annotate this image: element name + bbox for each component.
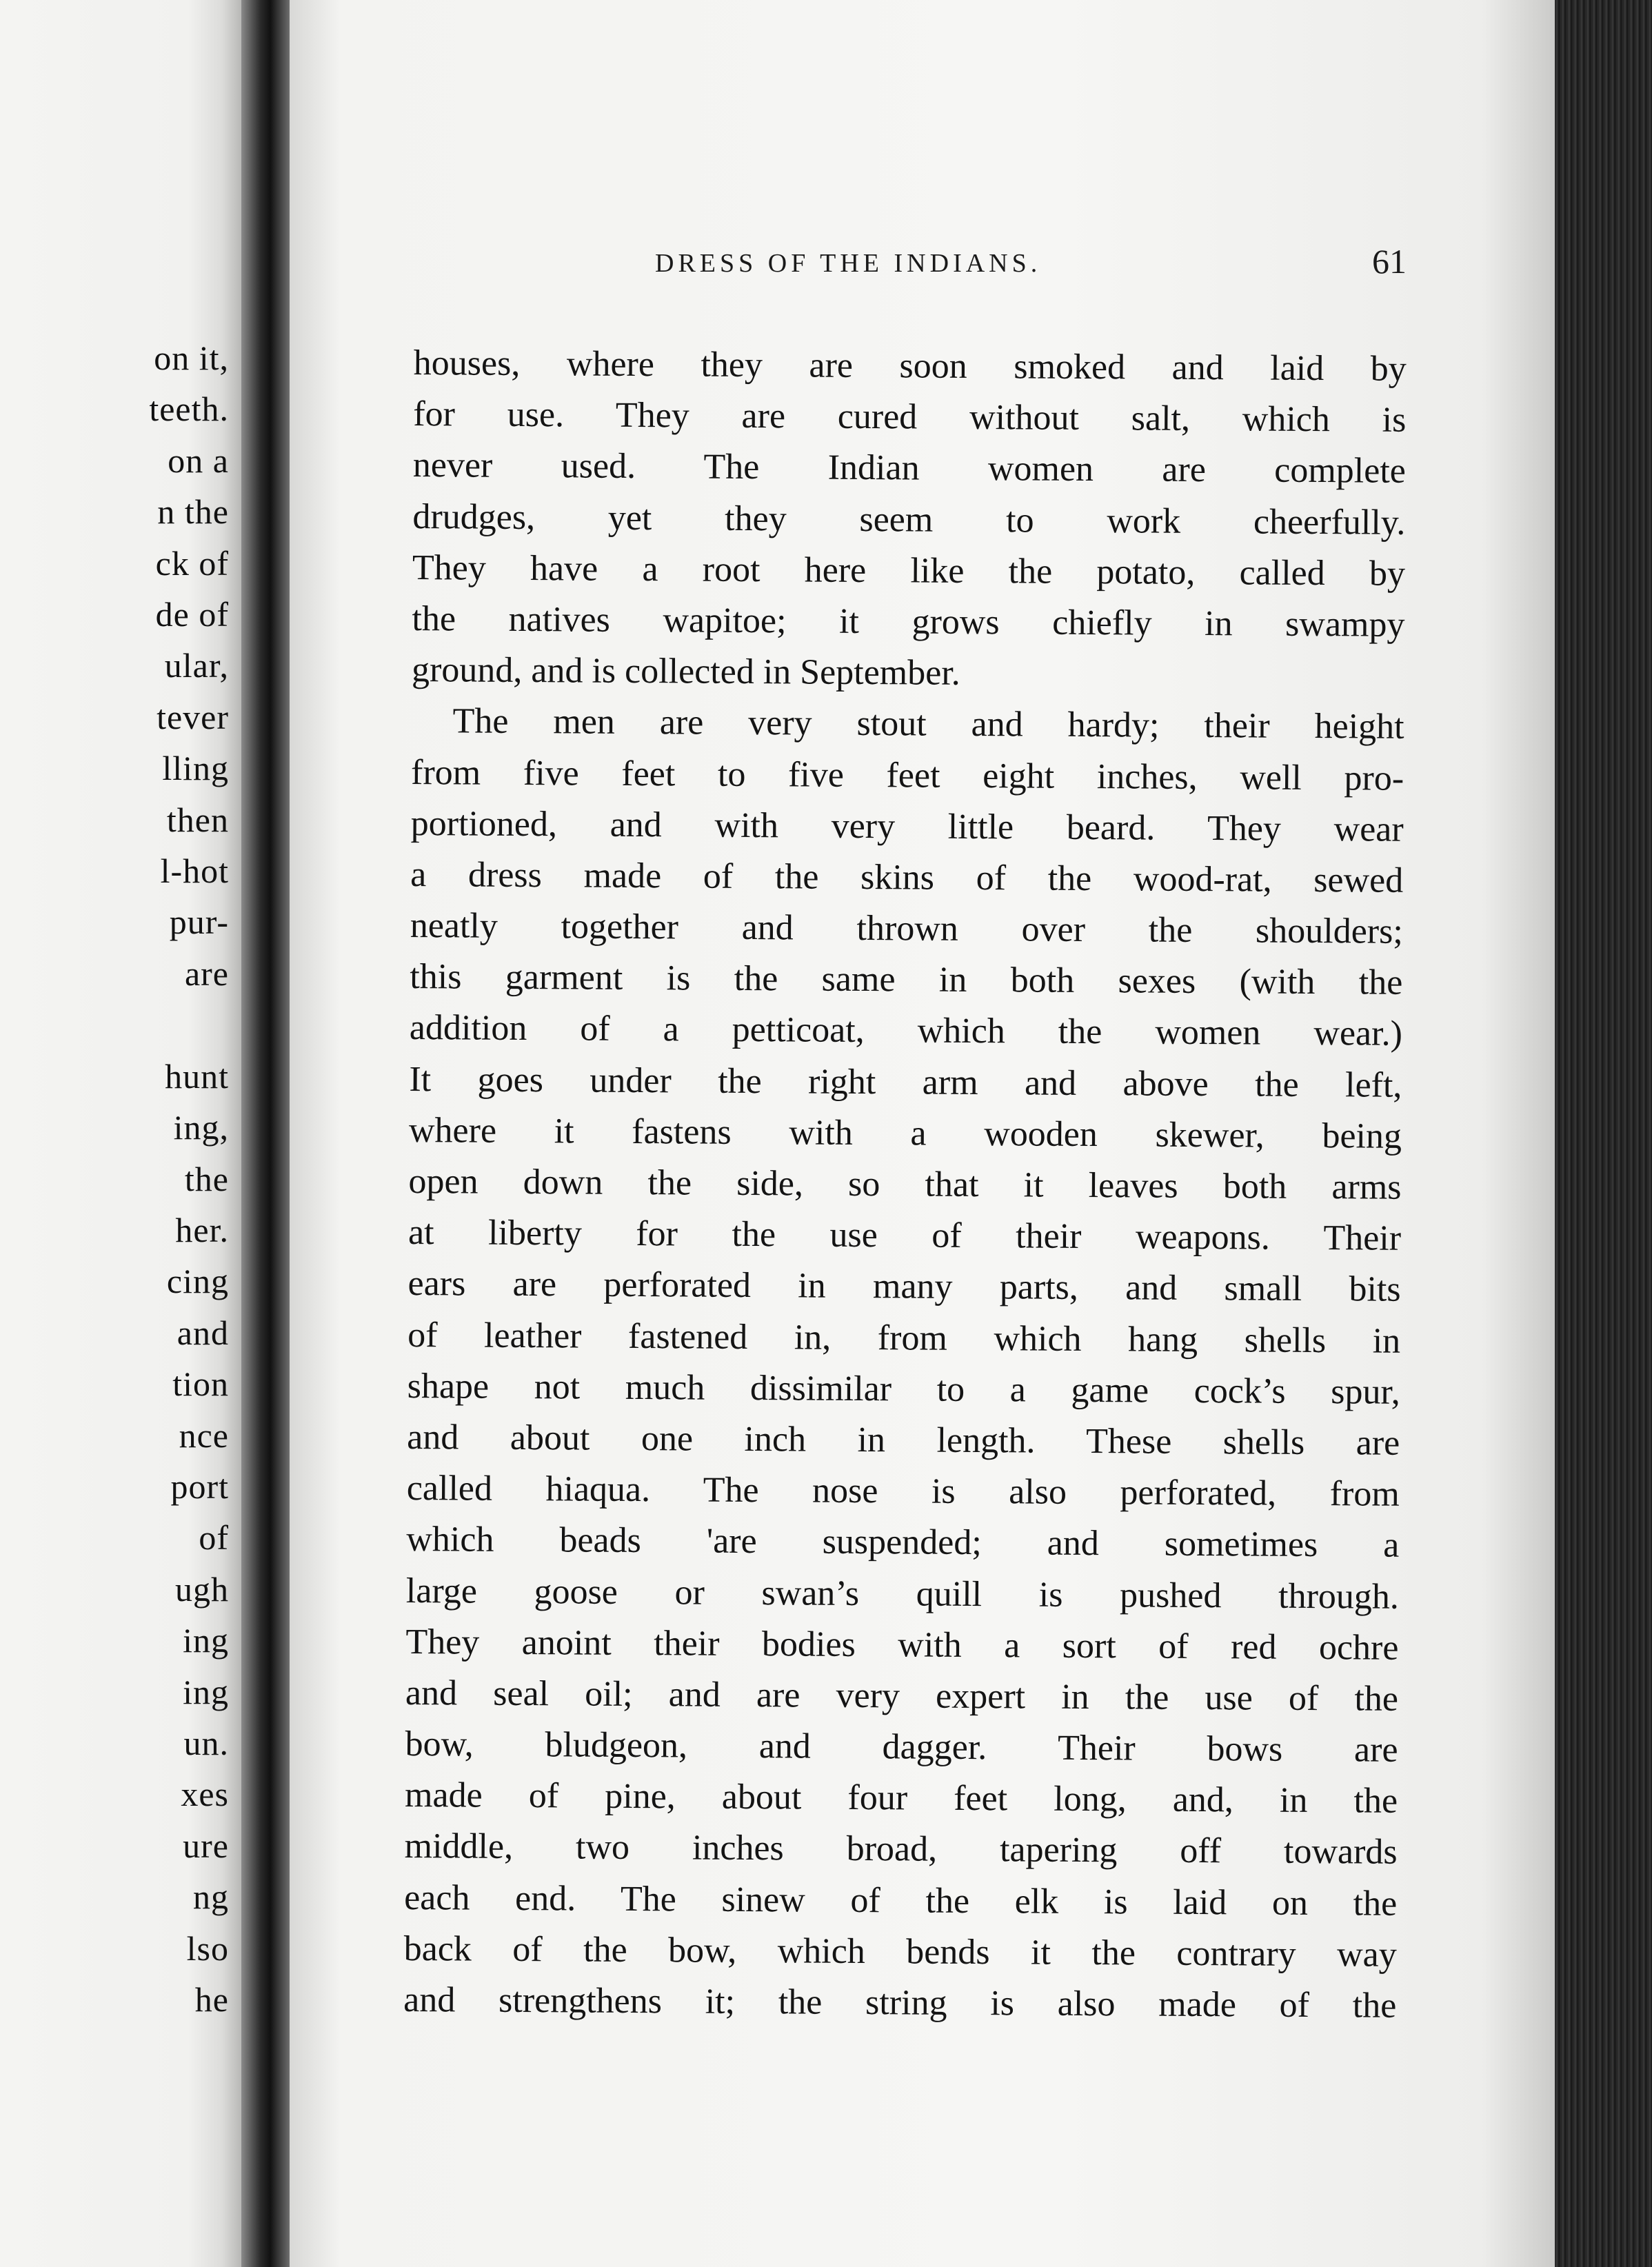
page-edges (1555, 0, 1652, 2267)
left-page-line: ular, (164, 646, 229, 685)
text-line: portioned, and with very little beard. They wear (410, 803, 1404, 849)
left-page-line: cing (166, 1262, 229, 1301)
left-page-line: ck of (155, 543, 229, 583)
text-line: addition of a petticoat, which the women wear.) (409, 1008, 1403, 1054)
text-line: and about one inch in length. These shells are (407, 1417, 1400, 1463)
text-line: ears are perforated in many parts, and small bits (407, 1264, 1401, 1310)
text-line: middle, two inches broad, tapering off towards (404, 1826, 1398, 1873)
left-page-line: ing (183, 1621, 229, 1660)
text-line: the natives wapitoe; it grows chiefly in swampy (412, 598, 1405, 645)
text-line: drudges, yet they seem to work cheerfully. (412, 496, 1406, 543)
left-page-line: de of (155, 595, 229, 634)
left-page-line: on it, (154, 339, 229, 377)
left-page-line: ure (183, 1826, 229, 1865)
text-line: They anoint their bodies with a sort of red ochre (405, 1622, 1399, 1668)
text-line: for use. They are cured without salt, which is (413, 394, 1407, 440)
text-line: and seal oil; and are very expert in the use of the (405, 1673, 1399, 1719)
left-page-line: he (194, 1980, 229, 2019)
left-page-line: lling (162, 749, 229, 788)
left-page-line: then (166, 800, 229, 839)
left-page-line: ing, (173, 1108, 229, 1147)
left-page-line: are (184, 954, 229, 993)
text-line: houses, where they are soon smoked and laid by (413, 343, 1407, 389)
left-page-line: the (184, 1159, 229, 1198)
left-page-line: on a (168, 441, 229, 480)
book-gutter (241, 0, 290, 2267)
text-line: and strengthens it; the string is also made of the (403, 1979, 1397, 2026)
left-page-line: lso (186, 1928, 229, 1968)
text-line: at liberty for the use of their weapons. Their (407, 1213, 1402, 1258)
text-line: ground, and is collected in September. (411, 650, 960, 693)
text-line: a dress made of the skins of the wood-rat, sewed (410, 854, 1404, 900)
left-page (0, 0, 241, 2267)
text-line: bow, bludgeon, and dagger. Their bows are (405, 1724, 1398, 1770)
left-page-line: ng (193, 1877, 229, 1917)
left-page-line: hunt (165, 1056, 229, 1096)
left-page-line: l-hot (160, 852, 229, 891)
text-line: which beads 'are suspended; and sometimes a (406, 1520, 1400, 1566)
left-page-text (149, 332, 229, 2025)
body-text (403, 338, 1407, 2032)
text-line: made of pine, about four feet long, and, in the (404, 1775, 1398, 1822)
text-line: of leather fastened in, from which hang shells in (407, 1315, 1401, 1361)
text-line: open down the side, so that it leaves both arms (408, 1161, 1402, 1207)
left-page-line: tion (172, 1364, 229, 1404)
left-page-line (149, 999, 229, 1050)
left-page-line: her. (175, 1210, 229, 1249)
text-line: this garment is the same in both sexes (with the (410, 957, 1403, 1003)
running-head (655, 242, 1407, 290)
text-line: It goes under the right arm and above the left, (409, 1059, 1402, 1105)
left-page-line: ugh (175, 1569, 229, 1609)
text-line: where it fastens with a wooden skewer, being (408, 1110, 1402, 1156)
text-line: called hiaqua. The nose is also perforated, from (406, 1469, 1400, 1514)
text-line: large goose or swan’s quill is pushed through. (405, 1571, 1400, 1617)
running-head-title: DRESS OF THE INDIANS. (655, 249, 1042, 278)
text-line: shape not much dissimilar to a game cock’s spur, (407, 1366, 1400, 1412)
left-page-line: of (199, 1518, 229, 1558)
left-page-line: tever (157, 697, 229, 736)
text-line: They have a root here like the potato, called by (412, 547, 1406, 594)
left-page-line: xes (181, 1775, 229, 1814)
left-page-line: and (177, 1313, 229, 1352)
text-line: neatly together and thrown over the shoulders; (410, 906, 1403, 951)
text-line: never used. The Indian women are complete (412, 445, 1407, 492)
text-line: from five feet to five feet eight inches, well pro- (410, 752, 1404, 798)
left-page-line: un. (183, 1723, 229, 1762)
left-page-line: pur- (169, 903, 229, 942)
text-line: back of the bow, which bends it the contrary way (403, 1928, 1397, 1975)
page-number: 61 (1372, 242, 1407, 281)
left-page-line: ing (183, 1672, 229, 1711)
left-page-line: teeth. (149, 390, 229, 429)
text-line: each end. The sinew of the elk is laid on the (404, 1877, 1398, 1924)
left-page-line: n the (157, 492, 229, 532)
text-line: The men are very stout and hardy; their height (452, 701, 1404, 747)
left-page-line: nce (179, 1415, 229, 1455)
left-page-line: port (170, 1467, 229, 1506)
